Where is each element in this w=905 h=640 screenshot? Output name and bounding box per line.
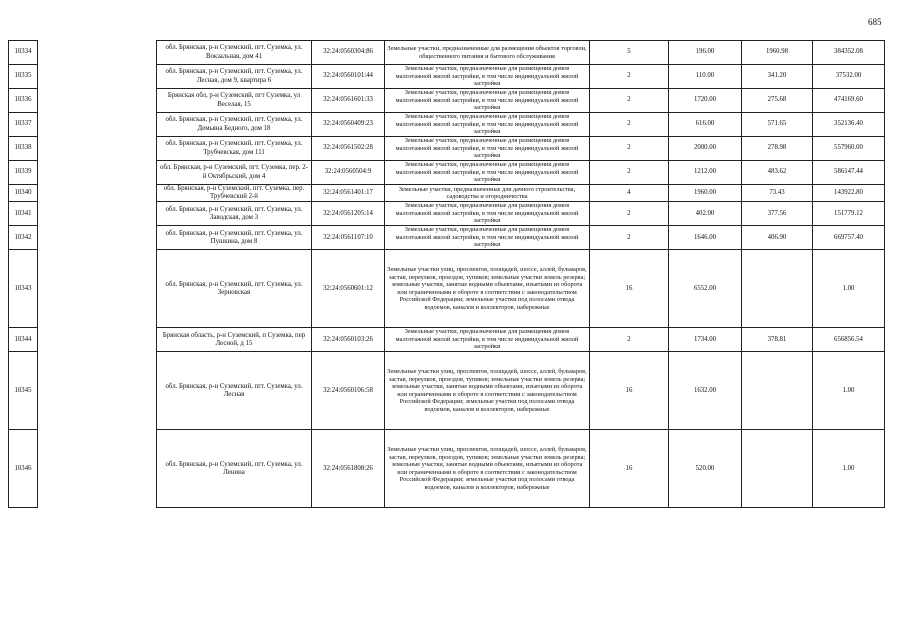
cadastral-value-cell: 669757.40	[813, 226, 885, 250]
cadastral-number-cell: 32:24:0560103:26	[312, 328, 385, 352]
empty-column-cell	[38, 250, 157, 328]
cadastral-value-cell: 1.00	[813, 250, 885, 328]
cadastral-value-cell: 1.00	[813, 430, 885, 508]
cadastral-number-cell: 32:24:0561107:10	[312, 226, 385, 250]
land-use-purpose-cell: Земельные участки, предназначенные для размещения домов малоэтажной жилой застройки, в том числе индивидуальной жилой застройки	[385, 226, 590, 250]
specific-value-cell	[742, 352, 813, 430]
address-cell: обл. Брянская, р-н Суземский, пгт. Суземка, ул. Трубчевская, дом 111	[157, 137, 312, 161]
land-use-purpose-cell: Земельные участки, предназначенные для размещения домов малоэтажной жилой застройки, в том числе индивидуальной жилой застройки	[385, 137, 590, 161]
land-use-purpose-cell: Земельные участки, предназначенные для размещения домов малоэтажной жилой застройки, в том числе индивидуальной жилой застройки	[385, 328, 590, 352]
group-number-cell: 16	[590, 250, 669, 328]
cadastral-number-cell: 32:24:0560601:12	[312, 250, 385, 328]
specific-value-cell: 571.65	[742, 113, 813, 137]
area-cell: 2000.00	[669, 137, 742, 161]
address-cell: обл. Брянская, р-н Суземский, пгт. Суземка, пер. Трубчевский 2-й	[157, 185, 312, 202]
land-use-purpose-cell: Земельные участки, предназначенные для размещения домов малоэтажной жилой застройки, в том числе индивидуальной жилой застройки	[385, 202, 590, 226]
area-cell: 402.00	[669, 202, 742, 226]
table-row	[9, 137, 885, 161]
specific-value-cell: 483.62	[742, 161, 813, 185]
row-number-cell: 10346	[9, 430, 38, 508]
address-cell: обл. Брянская, р-н Суземский, пгт. Суземка, ул. Вокзальная, дом 41	[157, 41, 312, 65]
table-row	[9, 202, 885, 226]
group-number-cell: 2	[590, 137, 669, 161]
specific-value-cell: 341.20	[742, 65, 813, 89]
land-use-purpose-cell: Земельные участки улиц, проспектов, площадей, шоссе, аллей, бульваров, застав, переулков, проездов, тупиков; земельные участки земель резерва; земельные участки, занятые водными объектами, изъятыми из оборота или ограниченными в обороте в соответствии с законодательством Российской Федерации; земельные участки под полосами отвода водоемов, каналов и коллекторов, набережные	[385, 250, 590, 328]
page-number: 685	[868, 17, 882, 27]
area-cell: 196.00	[669, 41, 742, 65]
empty-column-cell	[38, 185, 157, 202]
row-number-cell: 10343	[9, 250, 38, 328]
cadastral-number-cell: 32:24:0561205:14	[312, 202, 385, 226]
table-row	[9, 161, 885, 185]
cadastral-number-cell: 32:24:0560504:9	[312, 161, 385, 185]
specific-value-cell: 73.43	[742, 185, 813, 202]
cadastral-number-cell: 32:24:0561601:33	[312, 89, 385, 113]
land-use-purpose-cell: Земельные участки, предназначенные для размещения домов малоэтажной жилой застройки, в том числе индивидуальной жилой застройки	[385, 161, 590, 185]
address-cell: обл. Брянская, р-н Суземский, пгт. Суземка, ул. Лесная	[157, 352, 312, 430]
land-use-purpose-cell: Земельные участки, предназначенные для размещения объектов торговли, общественного питания и бытового обслуживания	[385, 41, 590, 65]
table-row	[9, 352, 885, 430]
specific-value-cell: 406.90	[742, 226, 813, 250]
cadastral-number-cell: 32:24:0560304:86	[312, 41, 385, 65]
row-number-cell: 10345	[9, 352, 38, 430]
land-use-purpose-cell: Земельные участки, предназначенные для размещения домов малоэтажной жилой застройки, в том числе индивидуальной жилой застройки	[385, 65, 590, 89]
empty-column-cell	[38, 352, 157, 430]
empty-column-cell	[38, 161, 157, 185]
land-use-purpose-cell: Земельные участки, предназначенные для размещения домов малоэтажной жилой застройки, в том числе индивидуальной жилой застройки	[385, 113, 590, 137]
area-cell: 6552.00	[669, 250, 742, 328]
group-number-cell: 2	[590, 113, 669, 137]
empty-column-cell	[38, 89, 157, 113]
group-number-cell: 5	[590, 41, 669, 65]
area-cell: 1720.00	[669, 89, 742, 113]
cadastral-value-cell: 1.00	[813, 352, 885, 430]
specific-value-cell: 1960.98	[742, 41, 813, 65]
empty-column-cell	[38, 41, 157, 65]
area-cell: 110.00	[669, 65, 742, 89]
specific-value-cell: 278.98	[742, 137, 813, 161]
land-use-purpose-cell: Земельные участки, предназначенные для размещения домов малоэтажной жилой застройки, в том числе индивидуальной жилой застройки	[385, 89, 590, 113]
group-number-cell: 2	[590, 226, 669, 250]
group-number-cell: 2	[590, 328, 669, 352]
empty-column-cell	[38, 430, 157, 508]
table-row	[9, 328, 885, 352]
table-row	[9, 430, 885, 508]
table-row	[9, 250, 885, 328]
table-row	[9, 226, 885, 250]
specific-value-cell: 275.68	[742, 89, 813, 113]
cadastral-number-cell: 32:24:0560106:58	[312, 352, 385, 430]
cadastral-number-cell: 32:24:0561808:26	[312, 430, 385, 508]
cadastral-number-cell: 32:24:0561502:28	[312, 137, 385, 161]
cadastral-value-cell: 557960.00	[813, 137, 885, 161]
address-cell: обл. Брянская, р-н Суземский, пгт. Суземка, ул. Демьяна Бедного, дом 18	[157, 113, 312, 137]
cadastral-value-cell: 656856.54	[813, 328, 885, 352]
area-cell: 616.00	[669, 113, 742, 137]
cadastral-value-cell: 37532.00	[813, 65, 885, 89]
address-cell: обл. Брянская, р-н Суземский, пгт. Суземка, ул. Зерновская	[157, 250, 312, 328]
group-number-cell: 4	[590, 185, 669, 202]
empty-column-cell	[38, 328, 157, 352]
cadastral-value-cell: 384352.08	[813, 41, 885, 65]
cadastral-value-cell: 143922.80	[813, 185, 885, 202]
row-number-cell: 10337	[9, 113, 38, 137]
row-number-cell: 10341	[9, 202, 38, 226]
address-cell: обл. Брянская, р-н Суземский, пгт. Суземка, пер. 2-й Октябрьский, дом 4	[157, 161, 312, 185]
row-number-cell: 10338	[9, 137, 38, 161]
land-use-purpose-cell: Земельные участки улиц, проспектов, площадей, шоссе, аллей, бульваров, застав, переулков, проездов, тупиков; земельные участки земель резерва; земельные участки, занятые водными объектами, изъятыми из оборота или ограниченными в обороте в соответствии с законодательством Российской Федерации; земельные участки под полосами отвода водоемов, каналов и коллекторов, набережные	[385, 430, 590, 508]
address-cell: обл. Брянская, р-н Суземский, пгт. Суземка, ул. Ленина	[157, 430, 312, 508]
area-cell: 1212.00	[669, 161, 742, 185]
cadastral-value-cell: 151779.12	[813, 202, 885, 226]
group-number-cell: 2	[590, 65, 669, 89]
empty-column-cell	[38, 202, 157, 226]
row-number-cell: 10344	[9, 328, 38, 352]
address-cell: обл. Брянская, р-н Суземский, пгт. Суземка, ул. Заводская, дом 3	[157, 202, 312, 226]
table-row	[9, 89, 885, 113]
empty-column-cell	[38, 137, 157, 161]
cadastral-value-cell: 586147.44	[813, 161, 885, 185]
address-cell: Брянская область, р-н Суземский, п Суземка, пер Лесной, д 15	[157, 328, 312, 352]
group-number-cell: 2	[590, 202, 669, 226]
address-cell: обл. Брянская, р-н Суземский, пгт. Суземка, ул. Лесная, дом 9, квартира 6	[157, 65, 312, 89]
cadastral-value-table	[8, 40, 885, 508]
cadastral-number-cell: 32:24:0560409:23	[312, 113, 385, 137]
empty-column-cell	[38, 113, 157, 137]
group-number-cell: 2	[590, 161, 669, 185]
table-row	[9, 41, 885, 65]
row-number-cell: 10342	[9, 226, 38, 250]
row-number-cell: 10334	[9, 41, 38, 65]
row-number-cell: 10339	[9, 161, 38, 185]
area-cell: 1632.00	[669, 352, 742, 430]
area-cell: 1734.00	[669, 328, 742, 352]
address-cell: Брянская обл, р-н Суземский, пгт Суземка, ул Веселая, 15	[157, 89, 312, 113]
land-use-purpose-cell: Земельные участки улиц, проспектов, площадей, шоссе, аллей, бульваров, застав, переулков, проездов, тупиков; земельные участки земель резерва; земельные участки, занятые водными объектами, изъятыми из оборота или ограниченными в обороте в соответствии с законодательством Российской Федерации; земельные участки под полосами отвода водоемов, каналов и коллекторов, набережные	[385, 352, 590, 430]
group-number-cell: 16	[590, 430, 669, 508]
cadastral-value-cell: 474169.60	[813, 89, 885, 113]
specific-value-cell: 377.56	[742, 202, 813, 226]
group-number-cell: 2	[590, 89, 669, 113]
address-cell: обл. Брянская, р-н Суземский, пгт. Суземка, ул. Пушкина, дом 8	[157, 226, 312, 250]
cadastral-value-table-container	[8, 40, 884, 508]
land-use-purpose-cell: Земельные участки, предназначенные для дачного строительства, садоводства и огородничества	[385, 185, 590, 202]
specific-value-cell: 378.81	[742, 328, 813, 352]
specific-value-cell	[742, 250, 813, 328]
area-cell: 1960.00	[669, 185, 742, 202]
table-row	[9, 113, 885, 137]
row-number-cell: 10336	[9, 89, 38, 113]
cadastral-value-cell: 352136.40	[813, 113, 885, 137]
table-row	[9, 185, 885, 202]
group-number-cell: 16	[590, 352, 669, 430]
area-cell: 520.00	[669, 430, 742, 508]
cadastral-number-cell: 32:24:0560101:44	[312, 65, 385, 89]
row-number-cell: 10335	[9, 65, 38, 89]
empty-column-cell	[38, 226, 157, 250]
empty-column-cell	[38, 65, 157, 89]
area-cell: 1646.00	[669, 226, 742, 250]
specific-value-cell	[742, 430, 813, 508]
cadastral-number-cell: 32:24:0561401:17	[312, 185, 385, 202]
table-row	[9, 65, 885, 89]
row-number-cell: 10340	[9, 185, 38, 202]
